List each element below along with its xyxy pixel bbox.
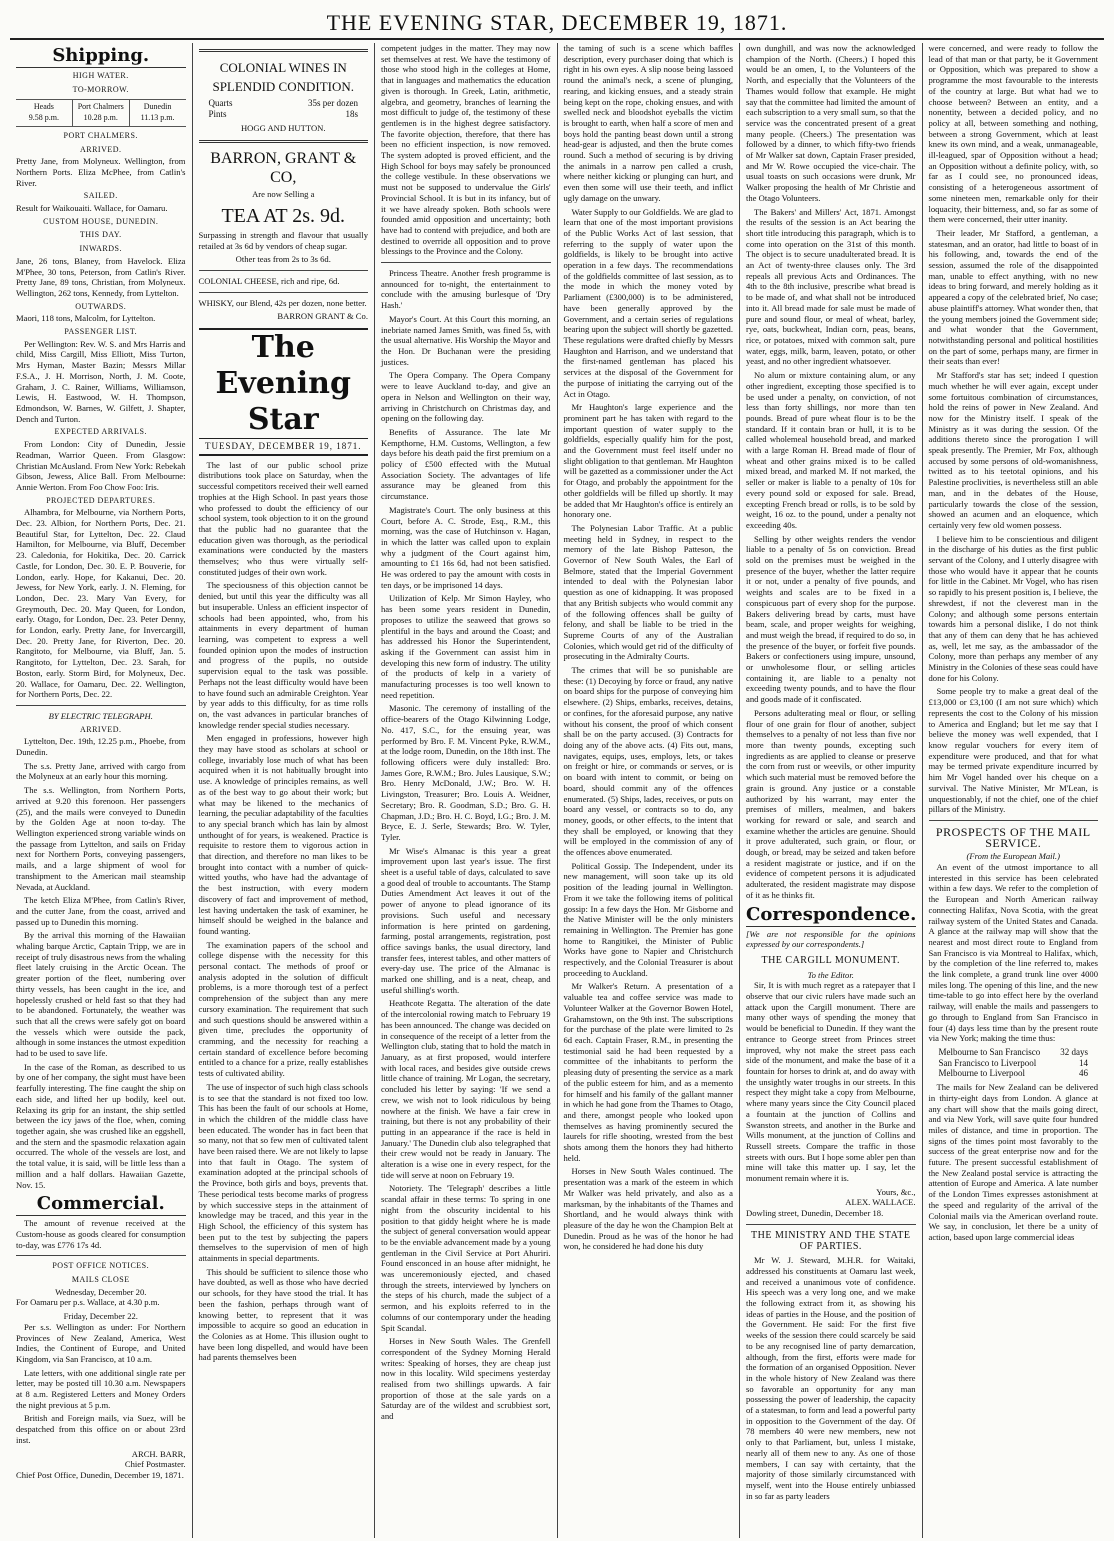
ad-item: Quarts: [208, 98, 233, 108]
news-item: The Polynesian Labor Traffic. At a public meeting held in Sydney, in respect to the memory of the late Bishop Patteson, the Governor of New South Wales, the Earl of Belmore, stated that the Imperial Government intended to deal with the Polynesian labor question as one of kidnapping. It was proposed that any British subjects who would commit any of the following offences shall be guilty of felony, and shall be liable to be tried in the Supreme Courts of any of the Australian Colonies, which would get rid of the difficulty of prosecuting in the Admiralty Courts.: [563, 522, 733, 662]
party-title: THE MINISTRY AND THE STATE OF PARTIES.: [751, 1229, 911, 1252]
post-office-signoff: Chief Post Office, Dunedin, December 19, 1871.: [16, 1469, 184, 1480]
mail-line: Late letters, with one additional single rate per letter, may be posted till 10.30 a.m. Newspapers at 8 a.m. Registered Letters and Money Orders the night previous at 5 p.m.: [16, 1367, 186, 1410]
route-row: [929, 1068, 1099, 1079]
news-paragraph: In the case of the Roman, as described to us by one of her company, the sight must have been fearfully interesting. The fine caught the ship on each side, and lifted her up bodily, keel out. Relaxing its grip for an instant, the ship settled between the icy jaws of the floe, when, coming together again, she was crushed like an eggshell, and the stern and the spasmodic relaxation again occurred. The whole of the vessels are lost, and the total value, it is said, will be little less than a million and a half dollars. Hawaiian Gazette, Nov. 15.: [16, 1061, 186, 1190]
news-item: Benefits of Assurance. The late Mr Kempthorne, H.M. Customs, Wellington, a few days before his death paid the first premium on a policy of £500 effected with the Mutual Association Society. The advantages of life assurance may be gleaned from this circumstance.: [381, 426, 551, 502]
commercial-text: The amount of revenue received at the Custom-house as goods cleared for consumption to-day, was £776 17s 4d.: [16, 1218, 186, 1250]
route-row: [929, 1047, 1099, 1058]
mail-date: Friday, December 22.: [63, 1311, 138, 1322]
editorial-paragraph: The use of inspector of such high class schools is to see that the standard is not fixed too low. This has been the fault of our schools at Home, in which the children of the middle class have been educated. The wonder has in fact been that so many, not that so few men of cultivated talent have been raised there. We are not likely to lapse into that fault in Otago. The system of examination adopted at the principal schools of the Province, both girls and boys, prevents that. These periodical tests become marks of progress by which successive steps in the attainment of knowledge may be traced, and this year in the High School, the efficiency of this system has been put to the test by subjecting the papers themselves to the supervision of men of high attainments in special departments.: [198, 1081, 368, 1264]
postmaster-title: Chief Postmaster.: [124, 1459, 186, 1470]
news-item: Horses in New South Wales continued. The presentation was a mark of the esteem in which Mr Walker was held privately, and also as a marksman, by the inhabitants of the Thames and Shortland, and he would always think with pleasure of the day he won the Champion Belt at Dunedin. Proud as he was of the honor he had won, he considered he had done his duty: [563, 1166, 733, 1252]
route-row: [929, 1058, 1099, 1069]
outwards-text: Maori, 118 tons, Malcolm, for Lyttelton.: [16, 313, 156, 324]
tide-place: Port Chalmers: [77, 102, 124, 112]
news-item: Mayor's Court. At this Court this morning, an inebriate named James Smith, was fined 5s, with the usual alternative. His Worship the Mayor and the Hon. Dr Buchanan were the presiding justices.: [381, 313, 551, 367]
news-item: Heathcote Regatta. The alteration of the date of the intercolonial rowing match to February 19 has been announced. The change was decided on in consequence of the receipt of a letter from the Wellington club, stating that to hold the match in January, as at first proposed, would interfere with local races, and besides give outside crews little chance of training. Mr Logan, the secretary, concluded his letter by saying: 'If we send a crew, we wish not to look ridiculous by being nowhere at the finish. We have a fair crew in training, but there is not any probability of their putting in an appearance if the race is held in January.' The Dunedin club also telegraphed that their crew would not be ready in January. The alteration is a wise one in every respect, for the tide will serve at noon on February 19.: [381, 998, 551, 1180]
news-item: Magistrate's Court. The only business at this Court, before A. C. Strode, Esq., R.M., this morning, was the case of Hutchinson v. Hagan, in which the latter was called upon to explain why a judgment of the Court against him, amounting to £1 16s 6d, had not been satisfied. He was ordered to pay the amount with costs in ten days, or be imprisoned 14 days.: [381, 504, 551, 590]
tea-ad-price: TEA AT 2s. 9d.: [221, 204, 346, 227]
news-item: Princess Theatre. Another fresh programme is announced for to-night, the entertainment to conclude with the amusing burlesque of 'Dry Hash.': [381, 268, 551, 311]
letter-body: Sir, It is with much regret as a ratepayer that I observe that our civic rulers have made such an attack upon the Cargill monument. There are many other ways of spending the money that would be beneficial to Dunedin. If they want the entrance to George street from Princes street improved, why not make the street pass each side of the monument, and make the base of it a fountain for horses to drink at, and do away with the unsightly water troughs in our streets. In this respect they might take a copy from Melbourne, where many years since the City Council placed a fountain at the junction of Collins and Swanston streets, and another in the Burke and Wills monument, at the junction of Collins and Russell streets. Compare the traffic in those streets with ours. But I hope some abler pen than mine will take this matter up. I say, let the monument remain where it is.: [746, 980, 916, 1184]
ad-price: 35s per dozen: [308, 98, 358, 108]
tide-cell: [73, 100, 130, 125]
columns: [10, 43, 1104, 1538]
sailed-text: Result for Waikouaiti. Wallace, for Oamaru.: [16, 203, 168, 214]
news-item: the taming of such is a scene which baffles description, every purchaser doing that which is right in his own eyes. A slip noose being lassoed round the animal's neck, a scene of plunging, rearing, and kicking ensues, and a steady strain being kept on the rope, choking ensues, and with swelled neck and bloodshot eyeballs the victim is brought to earth, when half a score of men and boys hold the panting beast down until a strong head-gear is adjusted, and then the brute comes round. Such a method of securing is by driving the animals in a narrow pen called a crush, where neither kicking or plunging can hurt, and even then some will use their teeth, and inflict ugly damage on the unwary.: [563, 43, 733, 203]
news-paragraph: The s.s. Wellington, from Northern Ports, arrived at 9.20 this forenoon. Her passengers (25), and the mails were conveyed to Dunedin by the Golden Age at noon to-day. The Wellington experienced strong variable winds on the passage from Lyttelton, and sails on Friday next for Northern Ports, conveying passengers, mails, and a large shipment of wool for transhipment to the American mail steamship Nevada, at Auckland.: [16, 785, 186, 892]
editorial-paragraph: This should be sufficient to silence those who have doubted, as well as those who have decried our schools, for they have stood the trial. It has been the fashion, perhaps through want of knowing better, to represent that it was impossible to acquire so good an education in the Colonies as at Home. This illusion ought to have been long dispelled, and would have been had parents themselves been: [198, 1266, 368, 1363]
tel-arrived-text: Lyttelton, Dec. 19th, 12.25 p.m., Phoebe, from Dunedin.: [16, 736, 186, 758]
departures-heading: PROJECTED DEPARTURES.: [46, 495, 156, 505]
editorial-paragraph: The last of our public school prize distributions took place on Saturday, when the successful competitors received their well earned trophies at the High School. In past years those who professed to doubt the efficiency of our school system, took objection to it on the ground that the public had no guarantee that the education given was thorough, as the periodical examinations were conducted by the masters themselves; who thus were virtually self-constituted judges of their own work.: [198, 459, 368, 577]
letter-signature: ALEX. WALLACE.: [845, 1197, 916, 1208]
party-text-continued: were concerned, and were ready to follow the lead of that man or that party, be it Government or Opposition, which was prepared to show a programme the most favourable to the interests of the country at large. But what had we to choose between? Between an entity, and a nonentity, between a decided policy, and no policy at all, between something and nothing, between a strong Government, which at least knew its own mind, and a weak, unmanageable, ill-leagued, spar of Opposition without a head; an Opposition without a definite policy, with, so far as I could see, no pronounced ideas, consisting of a heterogeneous assortment of some nineteen men, remarkable only for their loquacity, their bitterness, and, so far as some of them were concerned, their utter inanity.: [928, 43, 1098, 225]
wines-ad-row: [199, 109, 369, 120]
tide-time: 9.58 p.m.: [28, 113, 60, 123]
news-item: Mr Walker's Return. A presentation of a valuable tea and coffee service was made to Volunteer Walker at the Governor Bowen Hotel, Grahamstown, on the 9th inst. The subscriptions for the purchase of the plate were limited to 2s 6d each. Captain Fraser, R.M., in presenting the testimonial said he had been requested by a committee of the inhabitants to perform the pleasing duty of presenting the service as a mark of the public esteem for him, and as a memento for himself and his family of the gallant manner in which he had gone from the Thames to Otago, and there, amongst people who looked upon themselves as having prominently secured the laurels for rifle shooting, wrested from the best shots among them the honors they had hitherto held.: [563, 981, 733, 1163]
editorial-paragraph: The speciousness of this objection cannot be denied, but until this year the difficulty was all but insuperable. Unless an efficient inspector of schools had been appointed, who, from his attainments in every department of human learning, was competent to express a well founded opinion upon the modes of instruction and progress of the pupils, no outside supervision equal to the task was possible. Perhaps not the least difficulty would have been to have found such an admirable Creighton. Year by year adds to this difficulty, for as time rolls on, the vast advances in particular branches of knowledge render special studies necessary.: [198, 580, 368, 730]
high-water-heading: HIGH WATER.: [72, 71, 129, 80]
tomorrow-label: TO-MORROW.: [72, 84, 129, 94]
divider: [16, 1255, 186, 1256]
whisky-ad-firm: BARRON GRANT & Co.: [277, 311, 368, 322]
news-item: Political Gossip. The Independent, under its new management, will soon take up its old position of the leading journal in Wellington. From it we take the following items of political gossip: In a few days the Hon. Mr Gisborne and the Native Minister will be the only ministers remaining in Wellington. The Premier has gone home to Rangitikei, the Minister of Public Works have gone to Napier and Christchurch respectively, and the Colonial Treasurer is about proceeding to Auckland.: [563, 860, 733, 978]
wines-ad-firm: HOGG AND HUTTON.: [240, 123, 326, 134]
cheese-ad: COLONIAL CHEESE, rich and ripe, 6d.: [198, 275, 340, 286]
mail-line: British and Foreign mails, via Suez, will be despatched from this office on or about 23rd inst.: [16, 1413, 186, 1445]
editorial-paragraph: competent judges in the matter. They may now set themselves at rest. We have the testimony of those who stood high in the colleges at Home, that in languages and mathematics the education given is thorough. In Greek, Latin, arithmetic, algebra, and geometry, branches of learning the most difficult to judge of, the testimony of these gentlemen is in the highest degree satisfactory. The favorite objection, therefore, that there has been no efficient inspection, is now removed. The system adopted is proved efficient, and the High School for boys may safely be pronounced the college vestibule. In these observations we must not be supposed to undervalue the Girls' Provincial School. It is but in its infancy, but of it we have already spoken. Both schools were founded amid opposition and uncertainty; both have had to contend with prejudice, and both are destined to override all opposition and to prove blessings to the Province and the Colony.: [381, 43, 551, 257]
route-name: Melbourne to San Francisco: [938, 1046, 1041, 1057]
news-item: Persons adulterating meal or flour, or selling flour of one grain for flour of another, subject themselves to a penalty of not less than five nor more than twenty pounds, excepting such ingredients as are applied to cleanse or preserve the corn from rust or weevils, or other impurity which such material must be removed before the grain is ground. Any justice or a constable authorized by his warrant, may enter the premises of millers, mealmen, and bakers working for reward or sale, and search and examine whether the articles are genuine. Should it prove adulterated, such grain, or flour, or dough, or bread, may be seized and taken before a resident magistrate or justice, and if on the evidence of competent persons it is adjudicated adulterated, the resident magistrate may dispose of it as he thinks fit.: [746, 707, 916, 900]
wines-ad-row: [199, 98, 369, 109]
ad-item: Pints: [208, 108, 227, 119]
news-item: Masonic. The ceremony of installing of the office-bearers of the Otago Kilwinning Lodge, No. 417, S.C., for the ensuing year, was performed by Bro. F. M. Vincent Pyke, R.W.M., at the lodge room, Dunedin, on the 18th inst. The following officers were duly installed: Bro. James Gore, R.W.M.; Bro. Jules Lausique, S.W.; Bro. Henry McDonald, J.W.; Bro. W. H. Livingston, Treasurer; Bro. Louis A. Weidner, Secretary; Bro. R. Goodman, S.D.; Bro. G. H. Chapman, J.D.; Bro. H. C. Boyd, I.G.; Bro. J. M. Bryce, E. J. Serle, Stewards; Bro. W. Tyler, Tyler.: [381, 703, 551, 842]
tea-ad-sub: Are now Selling a: [252, 189, 315, 200]
mail-line: Per s.s. Wellington as under: For Northern Provinces of New Zealand, America, West Indies, the Continent of Europe, and United Kingdom, via San Francisco, at 10 a.m.: [16, 1321, 186, 1364]
arrived-text: Pretty Jane, from Molyneux. Wellington, from Northern Ports. Eliza McPhee, from Catlin's River.: [16, 156, 186, 188]
port-chalmers-heading: PORT CHALMERS.: [63, 130, 138, 140]
news-paragraph: By the arrival this morning of the Hawaiian whaling barque Arctic, Captain Tripp, we are in receipt of truly disastrous news from the whaling fleet lately cruising in the Arctic Ocean. The greater portion of the fleet, numbering over thirty vessels, has been caught in the ice, and hopelessly crushed or held fast so that they had to be abandoned. Fortunately, the weather was such that all the crews were safely got on board the vessels which were outside the pack, although in some instances the utmost expedition had to be used to save life.: [16, 930, 186, 1059]
correspondence-heading: Correspondence.: [746, 903, 917, 925]
letter-title: THE CARGILL MONUMENT.: [761, 954, 901, 966]
letter-to: To the Editor.: [807, 969, 854, 980]
tide-place: Dunedin: [143, 102, 172, 112]
column-1: [10, 43, 193, 1538]
divider: [929, 820, 1099, 821]
divider: [381, 262, 551, 263]
news-item: Mr Wise's Almanac is this year a great improvement upon last year's issue. The first sheet is a useful table of days, calculated to save a good deal of trouble to accountants. The Stamp Duties Amendment Act leaves it out of the power of anyone to plead ignorance of its provisions. Such useful and necessary information is here printed on gardening, farming, postal arrangements, registration, post office savings banks, the usual directory, land transfer fees, interest tables, and other matters of every-day use. The price of the Almanac is marked one shilling, and is a neat, cheap, and useful shilling's worth.: [381, 845, 551, 995]
mail-date: Wednesday, December 20.: [55, 1286, 147, 1297]
mails-close-label: MAILS CLOSE: [71, 1275, 130, 1285]
tide-cell: [130, 100, 186, 125]
news-paragraph: The ketch Eliza M'Phee, from Catlin's River, and the cutter Jane, from the coast, arrived and passed up to Dunedin this morning.: [16, 895, 186, 927]
paper-dateline: TUESDAY, DECEMBER 19, 1871.: [199, 441, 369, 456]
arrived-heading: ARRIVED.: [79, 144, 122, 154]
letter-address: Dowling street, Dunedin, December 18.: [746, 1208, 884, 1219]
passengers-text: Per Wellington: Rev. W. S. and Mrs Harris and child, Miss Cargill, Miss Elliott, Miss Turton, Mrs Hyman, Master Bazin; Messrs Millar F.S.A., J. H. Morrison, North, J. M. Coote, Graham, J. C. Rainer, Williams, Williamson, Lewis, H. Eastwood, W. H. Thompson, Edmondson, W. Barnes, W. Gilfett, J. Shapter, Dench and Turton.: [16, 338, 186, 424]
sailed-heading: SAILED.: [83, 191, 118, 201]
expected-heading: EXPECTED ARRIVALS.: [54, 427, 147, 437]
editorial-paragraph: Men engaged in professions, however high they may have stood as scholars at school or college, invariably lose much of what has been acquired when it is not habitually brought into use. A knowledge of principles remains, as well as of the best way to go about their work; but what may be likened to the mechanics of learning, the peculiar adaptability of the faculties to any special branch which has lain by almost unthought of for years, is weakened. Practice is requisite to restore them to vigorous action in that direction, and therefore no man likes to be brought into contact with a number of quick-witted youths, who have had the advantage of the best instruction, with every modern discovery of fact and improvement of method, lest having undertaken the task of examiner, he himself should be weighed in the balance and found wanting.: [198, 733, 368, 936]
party-text-continued: Their leader, Mr Stafford, a gentleman, a statesman, and an orator, had little to boast of in his following, and, towards the end of the session, assumed the role of the disappointed man, unable to effect anything, with no new ideas to bring forward, and merely holding as it appeared a copy of the celebrated brief, No case; abuse plaintiff's attorney. What wonder then, that the young members joined the Government side; and what wonder that the Government, notwithstanding personal and political hostilities on the part of some, perhaps many, are firmer in their seats than ever!: [928, 227, 1098, 367]
whisky-ad: WHISKY, our Blend, 42s per dozen, none better.: [198, 297, 367, 308]
news-item: Horses in New South Wales. The Grenfell correspondent of the Sydney Morning Herald writes: Speaking of horses, they are cheap just now in this locality. Wild specimens yesterday realised from two shillings upwards. A fair proportion of those at the sale yards on a Saturday are of the wildest and scrubbiest sort, and: [381, 1336, 551, 1422]
expected-text: From London: City of Dunedin, Jessie Readman, Warrior Queen. From Glasgow: Christian McAusland. From New York: Rebekah Gibson, Jewess, Alice Ball. From Melbourne: Annie Werton. From Foo Chow Foo: Iris.: [16, 439, 186, 492]
ad-price: 18s: [345, 108, 358, 119]
tea-ad-text: Surpassing in strength and flavour that usually retailed at 3s 6d by vendors of cheap sugar.: [198, 229, 368, 251]
party-text-continued: Some people try to make a great deal of the £13,000 or £3,100 (I am not sure which) which represents the cost to the Colony of his mission to America and England; but let me say that I believe the money was well expended, that I know regular vouchers for every item of expenditure were produced, and that for what may be termed private expenditure incurred by him Mr Vogel handed over his cheque on a survival. The Native Minister, Mr M'Lean, is unquestionably, if not the chief, one of the chief pillars of the Ministry.: [928, 686, 1098, 815]
post-office-heading: POST OFFICE NOTICES.: [52, 1261, 150, 1271]
tide-time: 11.13 p.m.: [140, 113, 175, 123]
paper-nameplate: The Evening Star: [199, 328, 369, 439]
news-paragraph: The s.s. Pretty Jane, arrived with cargo from the Molyneux at an early hour this morning.: [16, 760, 186, 782]
mail-line: For Oamaru per p.s. Wallace, at 4.30 p.m.: [16, 1297, 160, 1308]
news-item: Utilization of Kelp. Mr Simon Hayley, who has been some years resident in Dunedin, proposes to utilize the seaweed that grows so plentiful in the bays and around the Coast; and has addressed his Honor the Superintendent, asking if the Government can assist him in developing this new form of industry. The utility of the products of kelp in a variety of manufacturing processes is too well known to need repetition.: [381, 593, 551, 700]
tea-ad-firm: BARRON, GRANT & CO,: [210, 150, 357, 187]
tide-table: [16, 99, 186, 126]
column-3: [375, 43, 558, 1538]
route-name: San Francisco to Liverpool: [938, 1057, 1037, 1068]
tide-place: Heads: [33, 102, 54, 112]
news-item: Selling by other weights renders the vendor liable to a penalty of 5s on conviction. Bread sold on the premises must be weighed in the presence of the buyer, whether the latter require it or not, under a penalty of five pounds, and weights and scales are to be fixed in a conspicuous part of every shop for the purpose. Bakers delivering bread by carts, must have beam, scale, and proper weights for weighing, and must weigh the bread, if required to do so, in the presence of the buyer, or forfeit five pounds. Bakers or confectioners using impure, unsound, or unwholesome flour, or selling articles containing it, are liable to a penalty not exceeding twenty pounds, and to have the flour and goods made of it confiscated.: [746, 533, 916, 705]
news-item: No alum or mixture containing alum, or any other ingredient, excepting those specified is to be used under a penalty, on conviction, of not less than forty shillings, nor more than ten pounds. Bread of pure wheat flour is to be the standard. If it contain bran or hull, it is to be called wholemeal household bread, and marked with a large Roman H. Bread made of flour of wheat and other grains mixed is to be called mixed bread, and marked M. If not marked, the seller or maker is liable to a penalty of 10s for every pound sold or exposed for sale. Bread, excepting French bread or rolls, is to be sold by weight, 16 oz. to the pound, under a penalty not exceeding 40s.: [746, 370, 916, 530]
prospects-text: The mails for New Zealand can be delivered in thirty-eight days from London. A glance at any chart will show that the mails going direct, and via New York, will save quite four hundred miles of distance, and time in proportion. The signs of the times point most favorably to the success of the great enterprise now and for the future. The present successful establishment of the New Zealand postal service is attracting the attention of Europe and America. A late number of the London Times expresses astonishment at the speed and regularity of the arrival of the Colonial mails via the American overland route. We say, in conclusion, let there be a unity of action, based upon large commercial ideas: [928, 1082, 1098, 1242]
telegraph-heading: BY ELECTRIC TELEGRAPH.: [48, 710, 153, 721]
route-days: 46: [1079, 1068, 1088, 1079]
tea-ad-other: Other teas from 2s to 3s 6d.: [235, 254, 331, 265]
route-days: 32 days: [1060, 1046, 1088, 1057]
divider: [199, 292, 369, 293]
custom-house-heading: CUSTOM HOUSE, DUNEDIN.: [43, 216, 159, 226]
postmaster-name: ARCH. BARR,: [131, 1448, 186, 1459]
passengers-heading: PASSENGER LIST.: [64, 327, 138, 337]
column-5: [740, 43, 923, 1538]
this-day-label: THIS DAY.: [79, 230, 122, 240]
news-item: The crimes that will be so punishable are these: (1) Decoying by force or fraud, any native on board ships for the purpose of conveying him elsewhere. (2) Ships, embarks, receives, detains, or confines, for the aforesaid purpose, any native without his consent, the proof of which consent shall be on the party accused. (3) Contracts for doing any of the above acts. (4) Fits out, mans, navigates, equips, uses, employs, lets, or takes on freight or hire, or commands or serves, or is on board with intent to commit, or being on board, should commit any of the offences enumerated. (5) Ships, lades, receives, or puts on board any vessel, or contracts so to do, any money, goods, or other effects, to the intent that they shall be employed, or knowing that they will be employed in the commission of any of the offences above enumerated.: [563, 665, 733, 858]
route-days: 14: [1079, 1057, 1088, 1068]
divider: [199, 270, 369, 271]
inwards-text: Jane, 26 tons, Blaney, from Havelock. Eliza M'Phee, 30 tons, Peterson, from Catlin's River. Pretty Jane, 89 tons, Christian, from Molyneux. Wellington, 262 tons, Kennedy, from Lyttelton.: [16, 255, 186, 298]
column-6: [923, 43, 1105, 1538]
news-item: own dunghill, and was now the acknowledged champion of the North. (Cheers.) I hoped this would be an omen, I, to the Volunteers of the North, and especially that the Volunteers of the Thames would follow that example. He might say that the committee had limited the amount of each subscription to a very small sum, so that the service was the concentrated present of a great many people. (Cheers.) The presentation was followed by a dinner, to which fifty-two friends of Mr Walker sat down, Captain Fraser presided, and Mr W. Rowe occupied the vice-chair. The usual toasts on such occasions were drunk, Mr Walker proposing the health of Mr Christie and the Otago Volunteers.: [746, 43, 916, 203]
divider: [16, 705, 186, 706]
news-item: Mr Haughton's large experience and the prominent part he has taken with regard to the important question of water supply to the goldfields, especially qualify him for the post, and the Government must feel itself under no slight obligation to that gentleman. Mr Haughton will be gazetted as a commissioner under the Act for Otago, and probably the appointment for the other goldfields will be filled up shortly. It may be added that Mr Haughton's office is entirely an honorary one.: [563, 402, 733, 520]
commercial-heading: Commercial.: [16, 1193, 186, 1216]
news-item: The Opera Company. The Opera Company were to leave Auckland to-day, and give an opera in Nelson and Wellington on their way, arriving in Christchurch on Christmas day, and opening on the following day.: [381, 370, 551, 424]
party-text-continued: Mr Stafford's star has set; indeed I question much whether he will ever again, except under some fortuitous combination of circumstances, hold the reins of power in New Zealand. And now for the Ministry itself. I speak of the Ministry as it was during the session. Of the additions thereto since the prorogation I will speak presently. The Premier, Mr Fox, although accused by some persons of old-womanishness, twitted as to his teetotal opinions, and his Palestine proclivities, is nevertheless still an able man, and in the debates of the House, particularly towards the close of the session, showed an acumen and an eloquence, which certainly very few old women possess.: [928, 370, 1098, 530]
news-item: Water Supply to our Goldfields. We are glad to learn that one of the most important provisions of the Public Works Act of last session, that referring to the supply of water upon the goldfields, is likely to be brought into active operation in a few days. The recommendations of the goldfields committee of last session, as to the mode in which the money voted by Parliament (£300,000) is to be administered, have been generally approved by the Government, and a certain series of regulations bearing upon the subject will shortly be gazetted. These regulations were drafted chiefly by Messrs Haughton and Harrison, and we understand that the first-named gentleman has placed his services at the disposal of the Government for the purpose of initiating the carrying out of the Act in Otago.: [563, 206, 733, 399]
tide-time: 10.28 p.m.: [83, 113, 118, 123]
tel-arrived-heading: ARRIVED.: [79, 724, 122, 734]
inwards-heading: INWARDS.: [79, 244, 122, 254]
shipping-heading: Shipping.: [16, 45, 186, 68]
outwards-heading: OUTWARDS.: [75, 301, 127, 311]
correspondence-note: [We are not responsible for the opinions expressed by our correspondents.]: [746, 928, 916, 950]
letter-close: Yours, &c.,: [876, 1186, 916, 1197]
page-masthead: THE EVENING STAR, DECEMBER 19, 1871.: [10, 8, 1104, 40]
news-item: The Bakers' and Millers' Act, 1871. Amongst the results of the session is an Act bearing the short title introducing this paragraph, which is to come into operation on the 31st of this month. The object is to secure unadulterated bread. It is an Act of twenty-three clauses only. The 3rd repeals all previous Acts and Ordinances. The 4th to the 8th inclusive, prescribe what bread is to be made of, and what shall not be introduced into it. All bread made for sale must be made of pure and sound flour, or meal of wheat, barley, rye, oats, buckwheat, Indian corn, peas, beans, rice, or potatoes, mixed with common salt, pure water, eggs, milk, barm, leaven, potato, or other yeast, and no other ingredient whatsoever.: [746, 206, 916, 367]
news-item: Notoriety. The 'Telegraph' describes a little scandal affair in these terms: To spring in one night from the obscurity incidental to his position to that giddy height where he is made the subject of general conversation would appear to be the enviable advancement made by a young gentleman in the Civil Service at Port Ahuriri. Found ensconced in an house after midnight, he was unceremoniously ejected, and chased through the streets, interviewed by lynchers on the steps of his church, made the subject of a sermon, and his exploits referred to in the columns of our contemporary under the heading Spit Scandal.: [381, 1183, 551, 1333]
wines-ad-title: COLONIAL WINES IN SPLENDID CONDITION.: [212, 60, 355, 94]
prospects-text: An event of the utmost importance to all interested in this service has been celebrated within a few days. We refer to the completion of the European and North American railway connecting Halifax, Nova Scotia, with the great railway system of the United States and Canada. A glance at the railway map will show that the nearest and most direct route to England from San Francisco is via Montreal to Halifax, which, by the completion of the line referred to, makes the link complete, a grand trunk line over 4000 miles long. The opening of this line, and the new time-table to go into effect here by the overland railway, will enable the mails and passengers to go through to England from San Francisco in four (4) days less time than by the present route via New York; making the time thus:: [928, 862, 1098, 1044]
ad-border: [199, 49, 369, 52]
ad-border: [199, 140, 369, 143]
divider: [746, 1224, 916, 1225]
column-2: [193, 43, 376, 1538]
prospects-source: (From the European Mail.): [966, 851, 1060, 862]
departures-text: Alhambra, for Melbourne, via Northern Ports, Dec. 23. Albion, for Northern Ports, Dec. 21. Beautiful Star, for Lyttelton, Dec. 22. Claud Hamilton, for Melbourne, via Bluff, December 23. Caledonia, for Hokitika, Dec. 20. Carrick Castle, for London, Dec. 30. E. P. Bouverie, for London, early. Hope, for Kakanui, Dec. 20. Jewess, for New York, early. J. N. Fleming, for London, Dec. 23. Mary Van Every, for Greymouth, Dec. 20. May Queen, for London, early. Otago, for London, Dec. 23. Peter Denny, for London, early. Pretty Jane, for Invercargill, Dec. 20. Pretty Jane, for Riverton, Dec. 20. Rangitoto, for Melbourne, via Bluff, Jan. 5. Rangitoto, for Lyttelton, Dec. 23. Sarah, for Boston, early. Storm Bird, for Molyneux, Dec. 20. Wallace, for Oamaru, Dec. 22. Wellington, for Northern Ports, Dec. 22.: [16, 507, 186, 700]
route-name: Melbourne to Liverpool: [938, 1068, 1025, 1079]
prospects-title: PROSPECTS OF THE MAIL SERVICE.: [935, 824, 1091, 850]
party-text: Mr W. J. Steward, M.H.R. for Waitaki, addressed his constituents at Oamaru last week, and received a unanimous vote of confidence. His speech was a very long one, and we make the following extract from it, as showing his ideas of parties in the House, and the position of the Government. He said: For the first five weeks of the session there could scarcely be said to be any recognised line of party demarcation, although, from the first, efforts were made for the formation of an organised Opposition. Never in the whole history of New Zealand was there so favorable an opportunity for any man possessing the power of leadership, the capacity of a statesman, to form and lead a powerful party in opposition to the Government of the day. Of 78 members 40 were new members, new not only to that Parliament, but, unless I mistake, nearly all of them new to any. As one of those members, I can say with certainty, that the majority of those similarly circumstanced with myself, went into the House entirely unbiassed in so far as party leaders: [746, 1255, 916, 1501]
column-4: [558, 43, 741, 1538]
party-text-continued: I believe him to be conscientious and diligent in the discharge of his duties as the first public servant of the Colony, and I utterly disagree with those who would have it appear that he counts for little in the Cabinet. Mr Vogel, who has risen so rapidly to his present position is, I believe, the shrewdest, if not the cleverest man in the Colony; and although some persons entertain towards him a personal dislike, I do not think that any of them can deny that he has achieved as, well, let me say, as the ambassador of the Colony, more than perhaps any member of any Ministry in the Colonies of these seas could have done for his Colony.: [928, 533, 1098, 683]
tide-cell: [16, 100, 73, 125]
editorial-paragraph: The examination papers of the school and college dispense with the necessity for this personal contact. The methods of proof or analysis adopted in the solution of difficult problems, is a more thorough test of a perfect comprehension of the subject than any mere cursory examination. The requirement that such and such questions should be answered within a given time, precludes the opportunity of cramming, and the necessity for reaching a certain standard of excellence before becoming entitled to a chance for a prize, really establishes tests of cultivated ability.: [198, 939, 368, 1079]
